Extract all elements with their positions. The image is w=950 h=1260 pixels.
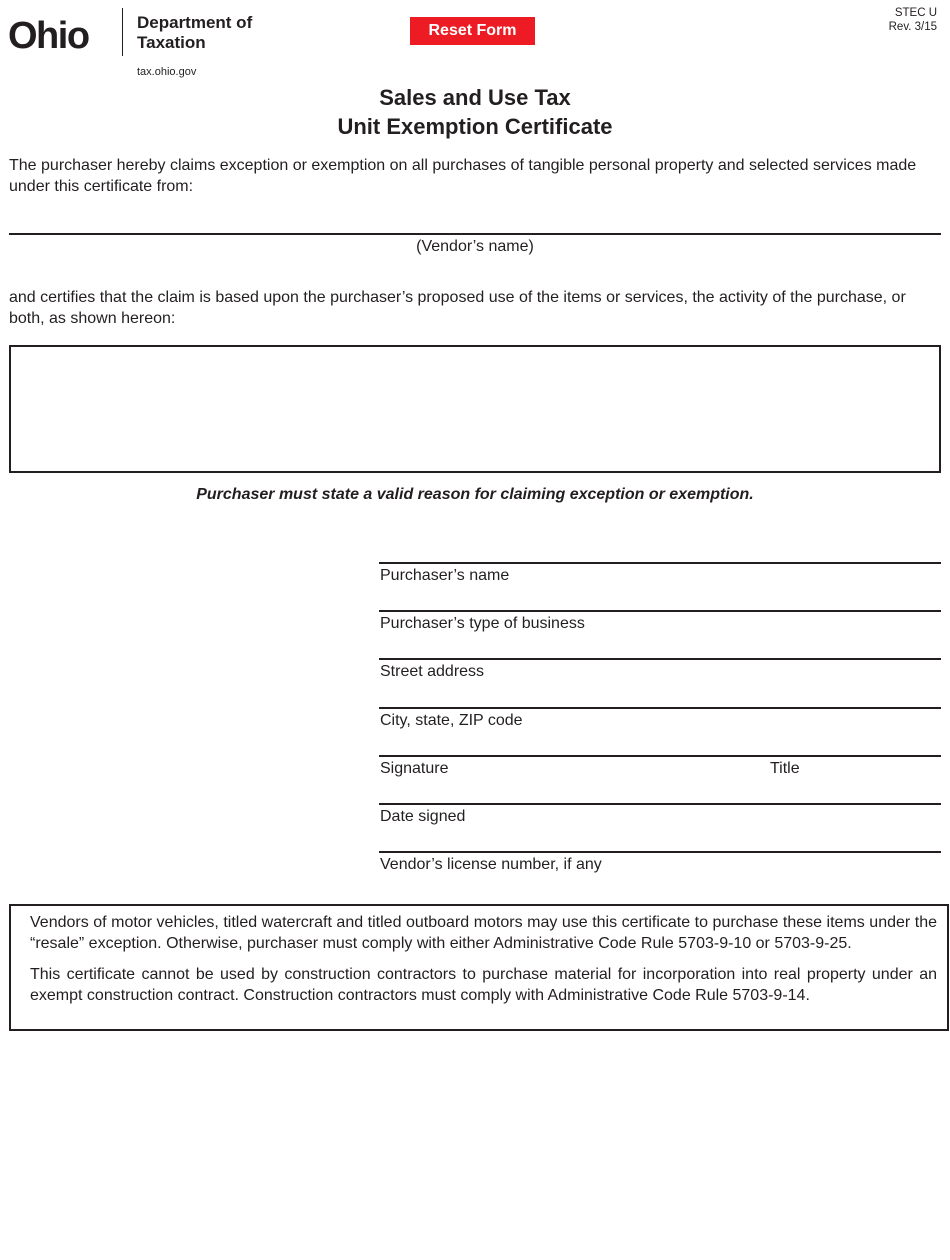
business-type-line [379,610,941,612]
certify-paragraph: and certifies that the claim is based upon the purchaser’s proposed use of the items or services, the activity of the purchase, or both, as shown hereon: [9,289,906,327]
department-name [137,13,252,53]
signature-label: Signature [380,760,449,777]
form-revision: Rev. 3/15 [888,21,937,33]
date-signed-input[interactable] [380,780,940,802]
ohio-logo [8,8,278,58]
reset-form-button[interactable]: Reset Form [410,17,535,45]
city-state-zip-label: City, state, ZIP code [380,712,523,729]
notice-paragraph-motor-vehicles: Vendors of motor vehicles, titled watercraft and titled outboard motors may use this certificate to purchase these items under the “resale” exception. Otherwise, purchaser must comply with either Administrative Code Rule 5703-9-10 or 5703-9-25. [30,914,937,952]
purchaser-name-input[interactable] [380,539,940,561]
exemption-reason-textarea[interactable] [9,345,941,473]
department-line-2: Taxation [137,33,206,52]
notice-paragraph-contractors: This certificate cannot be used by construction contractors to purchase material for incorporation into real property under an exempt construction contract. Construction contractors must comply with Administrative Code Rule 5703-9-14. [30,966,937,1004]
form-identifier [870,6,937,34]
reason-warning: Purchaser must state a valid reason for claiming exception or exemption. [196,486,754,503]
logo-divider [122,8,123,56]
signature-input[interactable] [380,732,760,754]
vendor-name-input[interactable] [9,210,939,232]
vendor-license-line [379,851,941,853]
title-label: Title [770,760,800,777]
form-code: STEC U [894,7,937,19]
website-url: tax.ohio.gov [137,66,197,78]
signature-line [379,755,941,757]
notice-box [9,904,949,1031]
title-line-1: Sales and Use Tax [379,85,571,110]
business-type-label: Purchaser’s type of business [380,615,585,632]
business-type-input[interactable] [380,587,940,609]
vendor-license-input[interactable] [380,828,940,850]
street-address-input[interactable] [380,635,940,657]
department-line-1: Department of [137,13,253,32]
date-signed-label: Date signed [380,808,466,825]
city-state-zip-line [379,707,941,709]
purchaser-name-label: Purchaser’s name [380,567,510,584]
street-address-label: Street address [380,663,485,680]
street-address-line [379,658,941,660]
page-title [0,83,950,141]
vendor-name-caption: (Vendor’s name) [416,238,534,255]
city-state-zip-input[interactable] [380,684,940,706]
intro-paragraph: The purchaser hereby claims exception or exemption on all purchases of tangible personal property and selected services made under this certificate from: [9,157,917,195]
vendor-license-label: Vendor’s license number, if any [380,856,602,873]
purchaser-name-line [379,562,941,564]
ohio-logo-text: Ohio [8,15,89,54]
title-input[interactable] [770,732,940,754]
ohio-logo-mark [8,14,108,54]
vendor-name-line [9,233,941,235]
title-line-2: Unit Exemption Certificate [337,114,613,139]
date-signed-line [379,803,941,805]
